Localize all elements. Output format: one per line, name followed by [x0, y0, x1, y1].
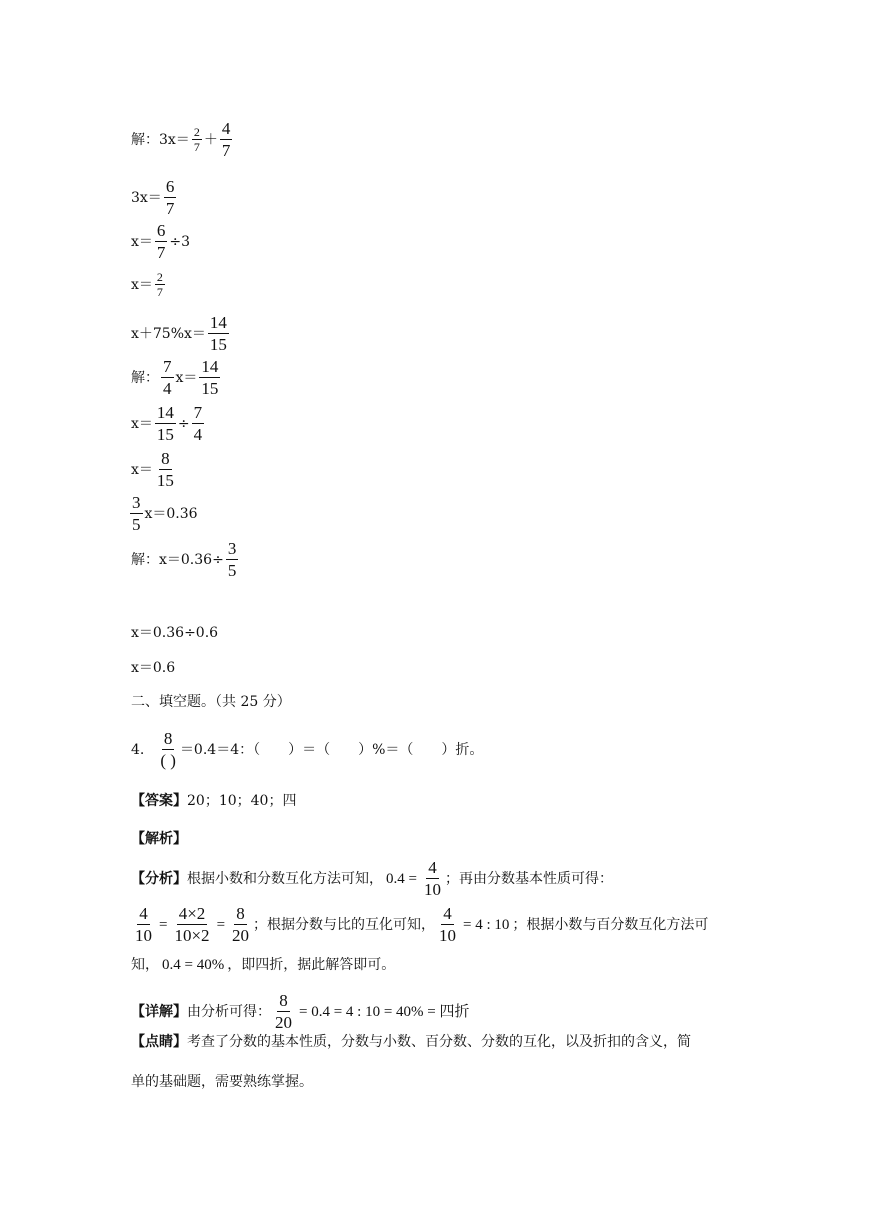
xiangjie-label: 【详解】: [131, 1003, 187, 1020]
eq4-line1-text: x＝0.36: [144, 505, 198, 522]
answer-line: [131, 791, 296, 811]
fraction: $\frac{14}{15}$: [156, 403, 174, 444]
eq2-line2: [131, 176, 178, 219]
dianjing-line-2: 单的基础题，需要熟练掌握。: [131, 1074, 313, 1090]
fraction: 6 7: [165, 177, 175, 218]
eq3-line2-mid: x＝: [175, 369, 198, 386]
fraction: 4 7: [221, 119, 231, 160]
eq4-line1: [128, 492, 198, 535]
fraction: $\frac{6}{7}$: [156, 221, 166, 262]
fraction: 14 15: [201, 357, 219, 398]
eq4-line3: x＝0.36÷0.6: [131, 625, 219, 641]
eq3-line2: [131, 356, 222, 399]
dianjing-label: 【点睛】: [131, 1034, 187, 1050]
equals-sign: =: [159, 916, 168, 933]
fraction: 7 4: [163, 357, 172, 398]
eq3-line1-text: x＋75%x＝: [131, 325, 206, 342]
eq2-line3-text: x＝: [131, 233, 153, 250]
eq3-line2-text: 解：: [131, 369, 159, 386]
xiangjie-math: = 0.4 = 4 : 10 = 40% = 四折: [299, 1003, 470, 1020]
fenxi-text-2: ；再由分数基本性质可得：: [444, 870, 613, 887]
fraction: 3 5: [132, 493, 141, 534]
answer-label: 【答案】: [131, 793, 187, 809]
eq4-line2-text: 解：x＝0.36÷: [131, 551, 224, 568]
fenxi-line1: [131, 857, 613, 900]
fenxi-text-4: ；根据小数与百分数互化方法可: [512, 916, 709, 933]
question-number: 4.: [131, 741, 145, 758]
fenxi-text-5: 知，: [131, 957, 159, 973]
eq2-line4: [131, 270, 167, 299]
dianjing-text-1: 考查了分数的基本性质，分数与小数、百分数、分数的互化，以及折扣的含义，简: [187, 1034, 691, 1050]
xiangjie-text: 由分析可得：: [187, 1003, 271, 1020]
fraction: 2 7: [193, 125, 200, 154]
fraction: $\frac{4}{10}$: [135, 904, 152, 945]
plus-sign: ＋: [203, 131, 218, 148]
fraction: $\frac{8}{20}$: [232, 904, 250, 945]
fraction: $\frac{3}{5}$: [227, 539, 237, 580]
analysis-header: 【解析】: [131, 831, 187, 847]
fenxi-text-6: ，即四折，据此解答即可。: [227, 957, 396, 973]
fenxi-line2: [131, 903, 708, 946]
fenxi-math-2: = 4 : 10: [463, 916, 510, 933]
equals-sign: =: [216, 916, 226, 933]
fraction: $\frac{7}{4}$: [193, 403, 203, 444]
fraction: 14 15: [209, 313, 227, 354]
fraction: 8 ( ): [160, 729, 176, 770]
fenxi-math-1: 0.4 =: [386, 870, 417, 887]
eq2-line1: [131, 118, 234, 161]
fraction: $\frac{4\times 2}{10\times 2}$: [174, 904, 210, 945]
question-text: ＝0.4＝4：（ ）＝（ ）%＝（ ）折。: [179, 741, 484, 758]
eq3-line1: [131, 312, 231, 355]
answer-text: 20；10；40；四: [187, 793, 297, 809]
eq3-line3-text: x＝: [131, 415, 153, 432]
fenxi-line3: [131, 955, 395, 975]
fenxi-text-1: 根据小数和分数互化方法可知，: [187, 870, 383, 887]
fraction: 8 15: [156, 449, 174, 490]
eq2-line1-text: 解：3x＝: [131, 131, 190, 148]
fenxi-label: 【分析】: [131, 870, 187, 887]
dianjing-line-1: [131, 1022, 751, 1062]
eq2-line2-text: 3x＝: [131, 189, 162, 206]
dianjing-block: [131, 1022, 751, 1102]
eq3-line4: [131, 448, 178, 491]
section-title: 二、填空题。（共 25 分）: [131, 694, 291, 710]
fraction: $\frac{4}{10}$: [423, 858, 441, 899]
eq2-line3-suffix: ÷3: [169, 233, 191, 250]
fenxi-math-3: 0.4 = 40%: [162, 957, 225, 973]
eq2-line3: [131, 220, 190, 263]
eq4-line4: x＝0.6: [131, 660, 176, 676]
fenxi-text-3: ；根据分数与比的互化可知，: [253, 916, 436, 933]
eq3-line3: [131, 402, 206, 445]
question-4: [131, 728, 483, 771]
eq2-line4-text: x＝: [131, 276, 153, 293]
divide-sign: ÷: [177, 415, 190, 432]
eq4-line2: [131, 538, 240, 581]
eq3-line4-text: x＝: [131, 461, 153, 478]
fraction: $\frac{8}{20}$: [275, 991, 292, 1032]
fraction: $\frac{4}{10}$: [439, 904, 457, 945]
fraction: 2 7: [156, 270, 163, 299]
